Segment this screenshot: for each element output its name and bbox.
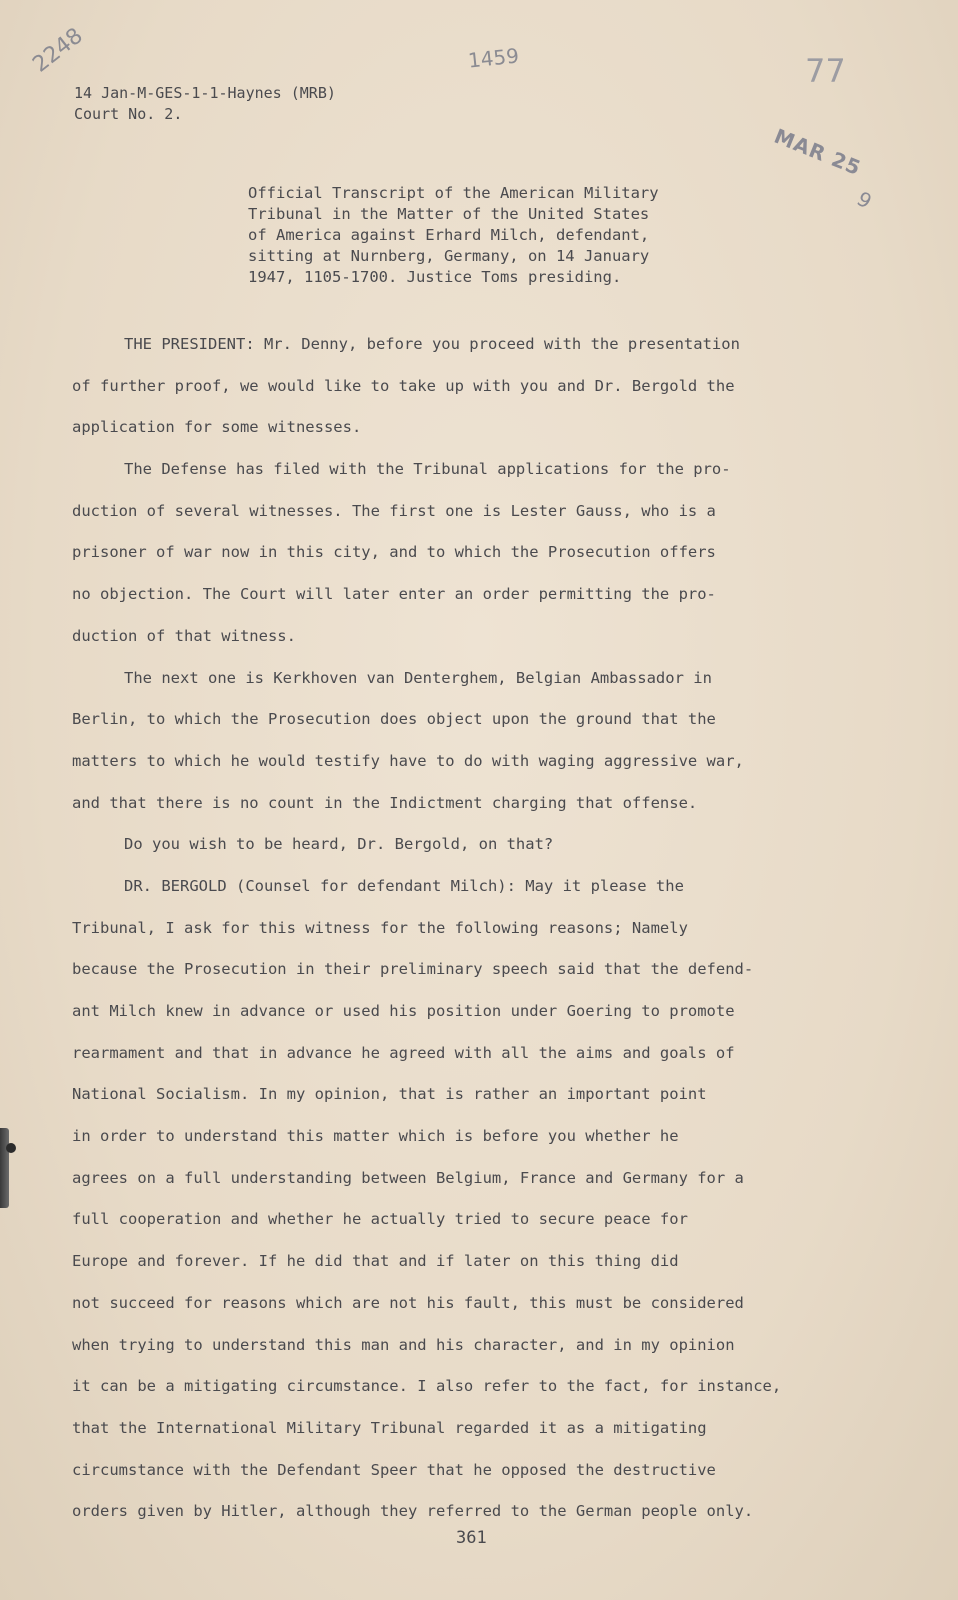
caption-line: of America against Erhard Milch, defendant, — [248, 226, 650, 244]
transcript-line: duction of several witnesses. The first one is Lester Gauss, who is a — [72, 501, 716, 520]
transcript-line: circumstance with the Defendant Speer that he opposed the destructive — [72, 1460, 716, 1479]
transcript-line: no objection. The Court will later enter an order permitting the pro- — [72, 585, 716, 604]
date-stamp-mark: 9 — [852, 186, 876, 214]
transcript-line: The Defense has filed with the Tribunal applications for the pro- — [124, 460, 731, 479]
transcript-line: application for some witnesses. — [72, 418, 362, 437]
transcript-line: full cooperation and whether he actually tried to secure peace for — [72, 1210, 688, 1229]
transcript-line: National Socialism. In my opinion, that is rather an important point — [72, 1085, 707, 1104]
header-court: Court No. 2. — [74, 105, 183, 123]
transcript-line: orders given by Hitler, although they referred to the German people only. — [72, 1502, 754, 1521]
transcript-line: matters to which he would testify have to do with waging aggressive war, — [72, 751, 744, 770]
transcript-line: duction of that witness. — [72, 626, 296, 645]
caption-line: Official Transcript of the American Military — [248, 184, 659, 202]
transcript-line: ant Milch knew in advance or used his position under Goering to promote — [72, 1002, 735, 1020]
transcript-line: Tribunal, I ask for this witness for the following reasons; Namely — [72, 918, 688, 937]
transcript-line: rearmament and that in advance he agreed with all the aims and goals of — [72, 1043, 735, 1062]
transcript-line: in order to understand this matter which is before you whether he — [72, 1127, 679, 1146]
transcript-line: Berlin, to which the Prosecution does object upon the ground that the — [72, 710, 716, 729]
binder-hole — [6, 1143, 16, 1153]
handwritten-note-top-left: 2248 — [28, 23, 88, 78]
header-reference: 14 Jan-M-GES-1-1-Haynes (MRB) — [74, 84, 336, 102]
transcript-line: Do you wish to be heard, Dr. Bergold, on that? — [124, 835, 554, 854]
document-header — [74, 83, 336, 125]
date-stamp: MAR 25 — [770, 123, 865, 181]
transcript-line: of further proof, we would like to take up with you and Dr. Bergold the — [72, 376, 735, 395]
transcript-body — [72, 324, 862, 1533]
transcript-line: not succeed for reasons which are not his fault, this must be considered — [72, 1293, 744, 1312]
page-number: 361 — [456, 1528, 487, 1548]
transcript-line: agrees on a full understanding between Belgium, France and Germany for a — [72, 1168, 744, 1187]
transcript-caption — [248, 183, 728, 288]
transcript-line: THE PRESIDENT: Mr. Denny, before you proceed with the presentation — [124, 335, 740, 353]
transcript-line: because the Prosecution in their preliminary speech said that the defend- — [72, 960, 754, 979]
transcript-line: when trying to understand this man and his character, and in my opinion — [72, 1335, 735, 1354]
transcript-line: DR. BERGOLD (Counsel for defendant Milch): May it please the — [124, 876, 684, 895]
transcript-line: it can be a mitigating circumstance. I also refer to the fact, for instance, — [72, 1377, 782, 1396]
transcript-line: and that there is no count in the Indictment charging that offense. — [72, 793, 698, 812]
caption-line: Tribunal in the Matter of the United States — [248, 205, 650, 223]
transcript-line: prisoner of war now in this city, and to which the Prosecution offers — [72, 543, 716, 562]
handwritten-note-top-right: 77 — [805, 52, 846, 90]
transcript-line: Europe and forever. If he did that and if later on this thing did — [72, 1252, 679, 1271]
handwritten-note-top-center: 1459 — [466, 43, 521, 73]
binder-clip — [0, 1128, 9, 1208]
transcript-line: The next one is Kerkhoven van Denterghem, Belgian Ambassador in — [124, 668, 712, 687]
caption-line: 1947, 1105-1700. Justice Toms presiding. — [248, 268, 622, 286]
caption-line: sitting at Nurnberg, Germany, on 14 January — [248, 247, 650, 265]
transcript-line: that the International Military Tribunal regarded it as a mitigating — [72, 1418, 707, 1437]
